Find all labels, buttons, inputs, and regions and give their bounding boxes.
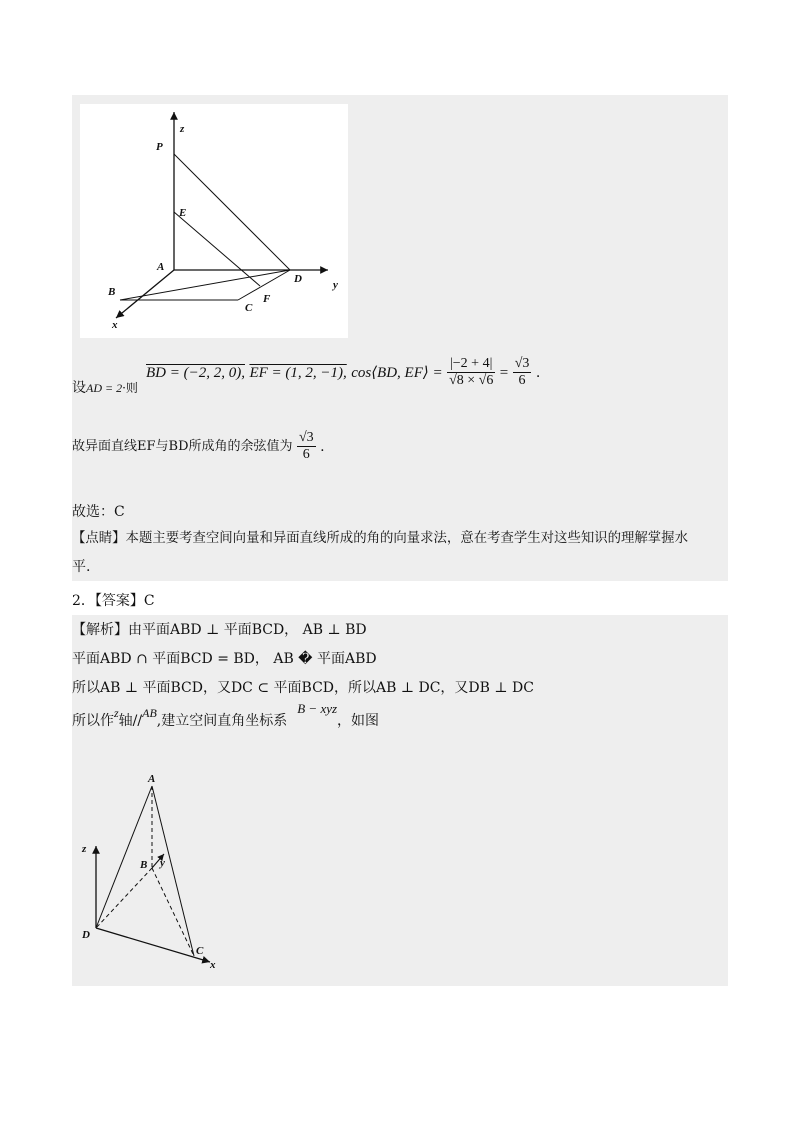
label-f: F xyxy=(263,293,271,305)
label-a: A xyxy=(157,261,165,273)
figure-1-svg xyxy=(80,104,348,338)
label-e: E xyxy=(179,207,187,219)
cos-fraction xyxy=(447,356,495,389)
analysis-l4-b: 轴// xyxy=(118,713,143,729)
vector-end: . xyxy=(535,364,541,381)
analysis-l4-a: 所以作 xyxy=(72,713,114,729)
figure-2-svg xyxy=(76,766,236,976)
comment-line-1: 【点睛】本题主要考查空间向量和异面直线所成的角的向量求法，意在考查学生对这些知识的理解掌握水 xyxy=(72,531,688,546)
label-x: x xyxy=(112,319,118,331)
edge-pd xyxy=(174,154,290,270)
set-prefix: 设 xyxy=(72,380,86,396)
vector-equals: = xyxy=(499,364,509,381)
analysis-l4-ab: AB xyxy=(142,706,157,720)
conclusion-line xyxy=(72,430,325,463)
set-then: ·则 xyxy=(122,381,138,395)
set-expr: AD = 2 xyxy=(86,381,123,395)
fig2-label-a: A xyxy=(148,773,156,785)
answer-choice-1: 故选：C xyxy=(72,504,125,520)
edge-ef xyxy=(174,212,260,286)
fig2-label-z: z xyxy=(82,843,87,855)
conclusion-numerator: √3 xyxy=(298,430,314,445)
cos-result-fraction xyxy=(513,356,532,389)
conclusion-fraction xyxy=(297,430,316,463)
fig2-label-d: D xyxy=(82,929,90,941)
label-c: C xyxy=(245,302,253,314)
comment-line-2: 平. xyxy=(72,559,91,575)
line-set-ad xyxy=(72,379,138,397)
fig2-label-b: B xyxy=(140,859,148,871)
analysis-line-1: 【解析】由平面ABD ⊥ 平面BCD， AB ⊥ BD xyxy=(72,622,367,638)
edge-ad xyxy=(96,786,152,928)
analysis-line-2: 平面ABD ∩ 平面BCD = BD， AB � 平面ABD xyxy=(72,651,377,667)
figure-coordinate-pyramid xyxy=(80,104,348,338)
conclusion-denominator: 6 xyxy=(302,447,310,462)
vector-cos: cos⟨BD, EF⟩ = xyxy=(351,364,443,381)
x-axis xyxy=(116,270,174,318)
edge-ac xyxy=(152,786,194,956)
edge-bd-2 xyxy=(96,868,152,928)
label-d: D xyxy=(294,273,302,285)
analysis-l4-z: z xyxy=(114,706,119,720)
analysis-l4-d: ，如图 xyxy=(337,713,380,729)
analysis-l4-c: ,建立空间直角坐标系 xyxy=(156,713,288,729)
analysis-l4-sys: B − xyz xyxy=(297,701,338,716)
fig2-label-y: y xyxy=(160,857,165,869)
fig2-label-c: C xyxy=(196,945,204,957)
cos-result-denominator: 6 xyxy=(518,373,526,388)
vector-bd: BD = (−2, 2, 0), xyxy=(146,364,245,381)
conclusion-end: . xyxy=(320,438,325,455)
label-y: y xyxy=(333,279,338,291)
label-b: B xyxy=(108,286,116,298)
cos-fraction-denominator: √8 × √6 xyxy=(449,373,494,388)
figure-tetrahedron xyxy=(76,766,236,976)
vector-ef: EF = (1, 2, −1), xyxy=(249,364,347,381)
label-p: P xyxy=(156,141,163,153)
fig2-label-x: x xyxy=(210,959,216,971)
edge-bc-2 xyxy=(152,868,194,956)
label-z: z xyxy=(180,123,185,135)
cos-fraction-numerator: |−2 + 4| xyxy=(447,356,495,373)
x-axis-2 xyxy=(96,928,210,962)
analysis-line-4 xyxy=(72,701,380,730)
analysis-line-3: 所以AB ⊥ 平面BCD，又DC ⊂ 平面BCD，所以AB ⊥ DC，又DB ⊥ DC xyxy=(72,680,534,696)
conclusion-text: 故异面直线EF与BD所成角的余弦值为 xyxy=(72,438,293,454)
vector-expression xyxy=(146,356,540,389)
cos-result-numerator: √3 xyxy=(514,356,530,371)
question-2-header: 2．【答案】C xyxy=(72,593,155,609)
